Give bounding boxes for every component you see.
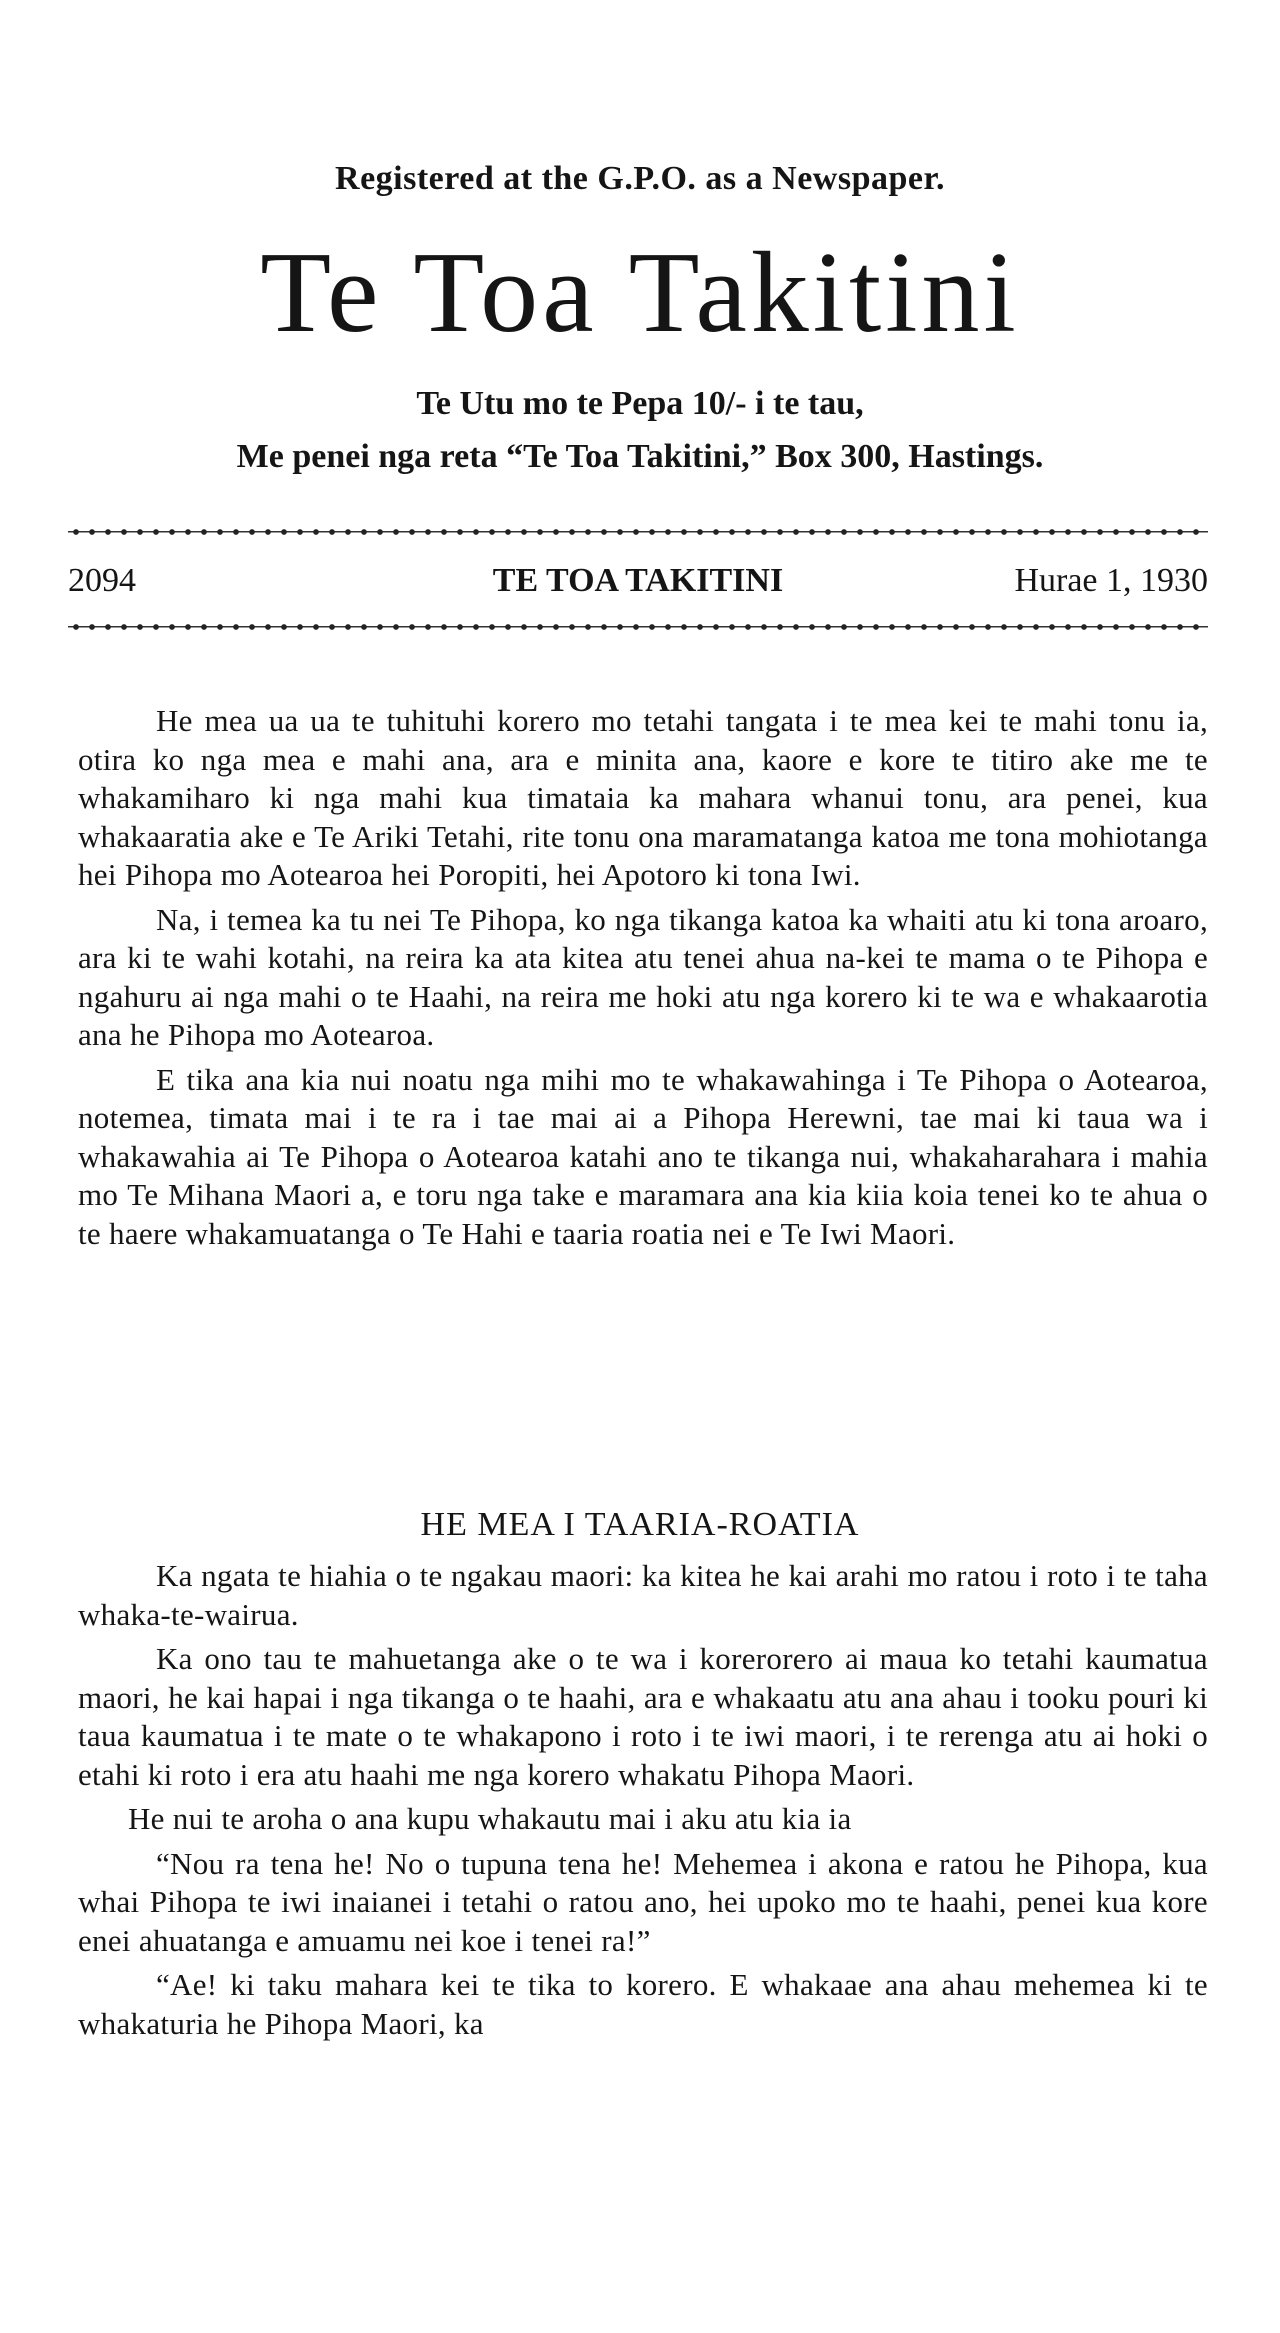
paragraph: “Nou ra tena he! No o tupuna tena he! Mehemea i akona e ratou he Pihopa, kua whai Pihopa te iwi inaianei i tetahi o ratou ano, hei upoko mo te haahi, penei kua kore enei ahuatanga e amuamu nei koe i tenei ra!” [78, 1845, 1208, 1958]
masthead-title: Te Toa Takitini [260, 229, 1020, 357]
paper-name: TE TOA TAKITINI [492, 562, 784, 599]
subscription-price: Te Utu mo te Pepa 10/- i te tau, [416, 385, 864, 422]
paragraph: Ka ngata te hiahia o te ngakau maori: ka kitea he kai arahi mo ratou i roto i te taha whaka-te-wairua. [78, 1558, 1208, 1632]
paragraph: “Ae! ki taku mahara kei te tika to korero. E whakaae ana ahau mehemea ki te whakaturia he Pihopa Maori, ka [78, 1967, 1208, 2041]
section-heading: HE MEA I TAARIA-ROATIA [420, 1506, 860, 1543]
paragraph: E tika ana kia nui noatu nga mihi mo te whakawahinga i Te Pihopa o Aotearoa, notemea, timata mai i te ra i tae mai ai a Pihopa Herewni, tae mai ki taua wa i whakawahia ai Te Pihopa o Aotearoa katahi ano te tikanga nui, whakaharahara i mahia mo Te Mihana Maori a, e toru nga take e maramara ana kia kiia koia tenei ko te ahua o te haere whakamuatanga o Te Hahi e taaria roatia nei e Te Iwi Maori. [78, 1061, 1208, 1251]
paragraph: He mea ua ua te tuhituhi korero mo tetahi tangata i te mea kei te mahi tonu ia, otira ko nga mea e mahi ana, ara e minita ana, kaore e kore te titiro ake me te whakamiharo ki nga mahi kua timataia ka mahara whanui tonu, ara penei, kua whakaaratia ake e Te Ariki Tetahi, rite tonu ona maramatanga katoa me tona mohiotanga hei Pihopa mo Aotearoa hei Poropiti, hei Apotoro ki tona Iwi. [78, 703, 1208, 892]
page-number: 2094 [68, 562, 136, 599]
dotted-rule-bottom [68, 624, 1208, 630]
paragraph: Ka ono tau te mahuetanga ake o te wa i korerorero ai maua ko tetahi kaumatua maori, he kai hapai i nga tikanga o te haahi, ara e whakaatu atu ana ahau i tooku pouri ki taua kaumatua i te mate o te whakapono i roto i te iwi maori, i te rerenga atu ai hoki o etahi ki roto i era atu haahi me nga korero whakatu Pihopa Maori. [78, 1641, 1208, 1792]
paragraph: He nui te aroha o ana kupu whakautu mai i aku atu kia ia [128, 1801, 852, 1836]
article-body-part-1 [78, 702, 1208, 1259]
issue-date: Hurae 1, 1930 [1014, 562, 1208, 599]
registration-notice: Registered at the G.P.O. as a Newspaper. [335, 160, 945, 197]
dotted-rule-top [68, 529, 1208, 535]
mailing-address: Me penei nga reta “Te Toa Takitini,” Box 300, Hastings. [236, 438, 1044, 475]
paragraph: Na, i temea ka tu nei Te Pihopa, ko nga tikanga katoa ka whaiti atu ki tona aroaro, ara ki te wahi kotahi, na reira ka ata kitea atu tenei ahua na-kei te mama o te Pihopa e ngahuru ai nga mahi o te Haahi, na reira me hoki atu nga korero ki te wa e whakaarotia ana he Pihopa mo Aotearoa. [78, 901, 1208, 1052]
article-body-part-2 [78, 1557, 1208, 2049]
issue-line [68, 562, 1208, 606]
